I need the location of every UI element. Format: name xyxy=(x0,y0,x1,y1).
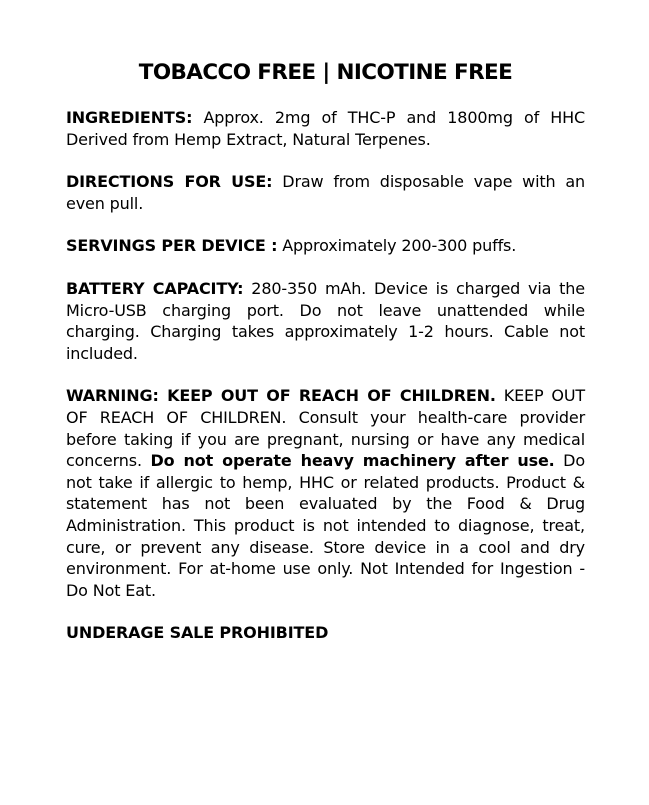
servings-section xyxy=(66,235,585,257)
servings-label: SERVINGS PER DEVICE : xyxy=(66,236,278,256)
servings-text: Approximately 200-300 puffs. xyxy=(277,236,517,256)
ingredients-text: Approx. 2mg of THC-P and 1800mg of HHC Derived from Hemp Extract, Natural Terpenes. xyxy=(66,108,585,149)
ingredients-label: INGREDIENTS: xyxy=(66,108,193,127)
page-title: TOBACCO FREE | NICOTINE FREE xyxy=(138,60,513,85)
warning-text-1: KEEP OUT OF REACH OF CHILDREN. Consult your health-care provider before taking if you are pregnant, nursing or have any medical concerns. xyxy=(66,386,586,471)
warning-text-2: Do not take if allergic to hemp, HHC or related products. Product & statement has not been evaluated by the Food & Drug Administration. This product is not intended to diagnose, treat, cure, or prevent any disease. Store device in a cool and dry environment. For at-home use only. Not Intended for Ingestion - Do Not Eat. xyxy=(66,451,585,600)
warning-label: WARNING: xyxy=(66,386,159,406)
label-content xyxy=(66,58,585,644)
warning-keep-out-bold: KEEP OUT OF REACH OF CHILDREN. xyxy=(158,386,496,406)
directions-text: Draw from disposable vape with an even pull. xyxy=(66,172,585,213)
battery-text: 280-350 mAh. Device is charged via the Micro-USB charging port. Do not leave unattended while charging. Charging takes approximately 1-2 hours. Cable not included. xyxy=(66,278,585,363)
directions-label: DIRECTIONS FOR USE: xyxy=(66,172,273,192)
underage-sale-notice: UNDERAGE SALE PROHIBITED xyxy=(66,623,329,643)
ingredients-section xyxy=(66,107,585,150)
warning-machinery-bold: Do not operate heavy machinery after use. xyxy=(150,451,555,471)
battery-label: BATTERY CAPACITY: xyxy=(66,278,244,298)
battery-section xyxy=(66,278,585,364)
warning-section xyxy=(66,385,585,601)
directions-section xyxy=(66,171,585,214)
